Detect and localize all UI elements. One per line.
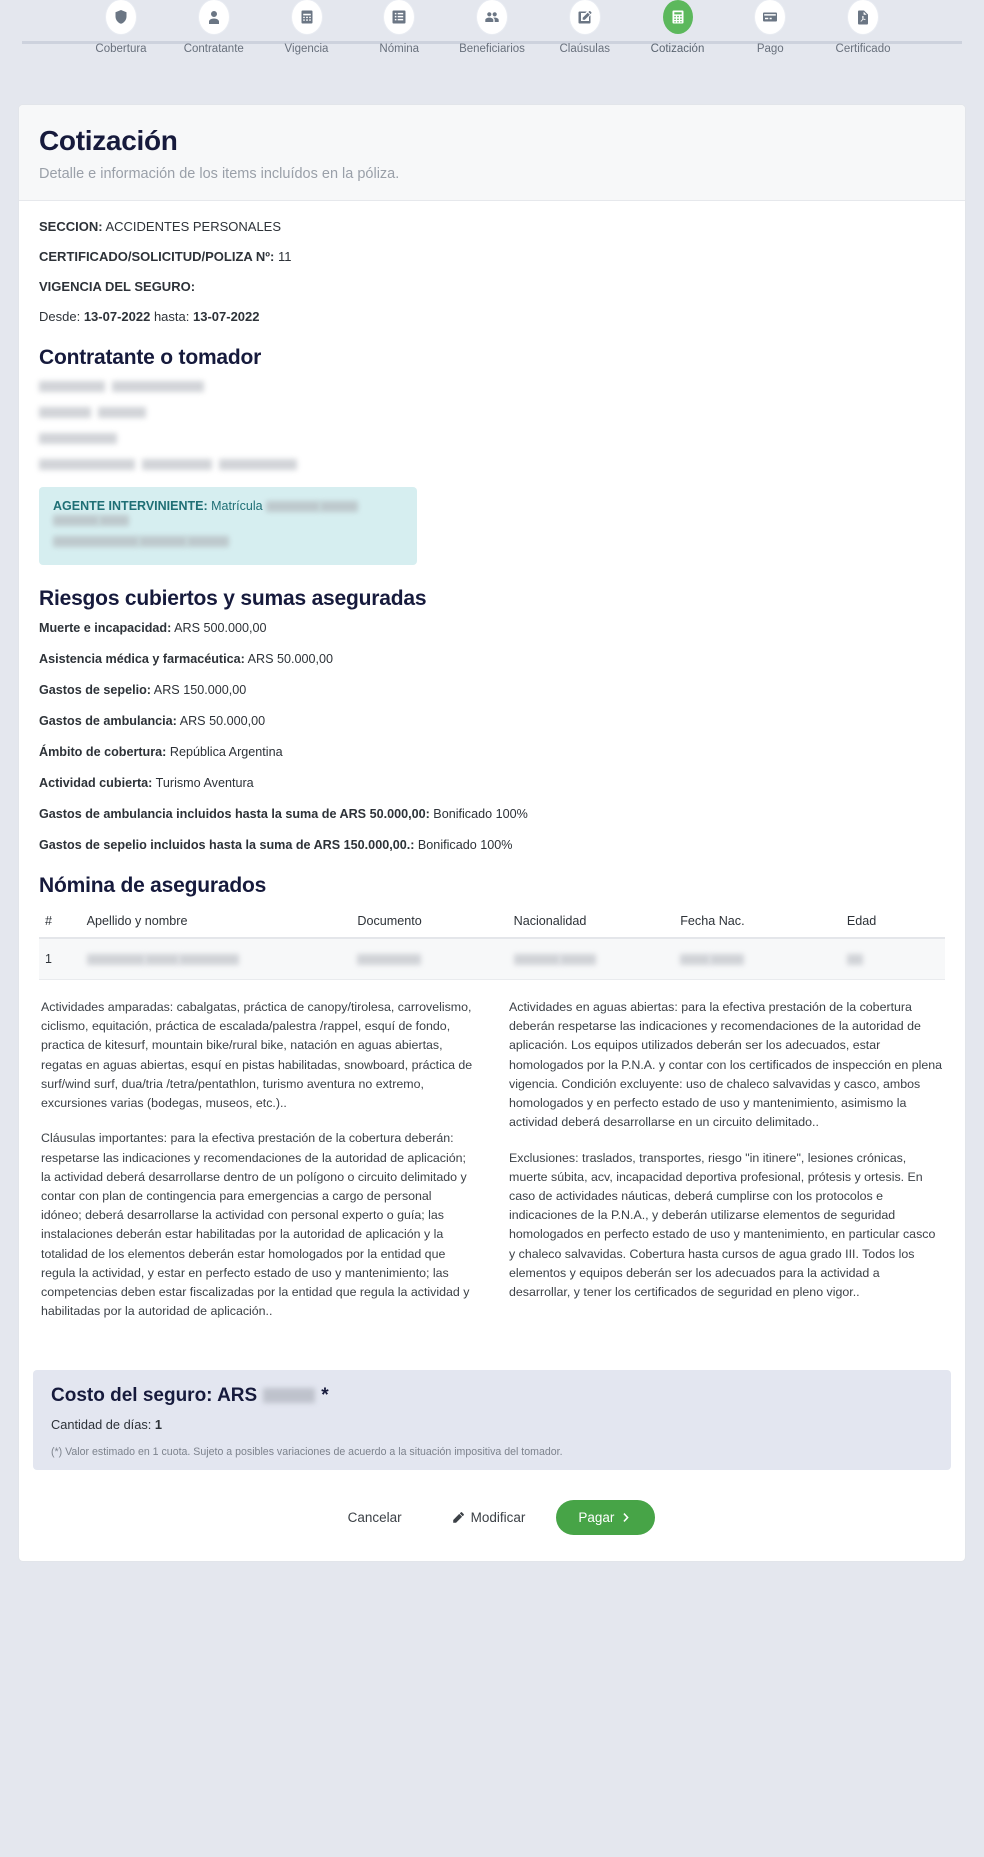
clause-paragraph: Actividades amparadas: cabalgatas, práctica de canopy/tirolesa, carrovelismo, ciclismo, equitación, práctica de escalada/palestra /rappel, esquí de fondo, practica de kitesurf, mountain bike/rural bike, natación en aguas abiertas, regatas en aguas abiertas, esquí en pistas habilitadas, snowboard, práctica de surf/wind surf, dua/tria /tetra/pentathlon, turismo aventura no extremo, excursiones varias (bodegas, museos, etc.)..	[41, 1000, 473, 1111]
vigencia-dates	[39, 309, 945, 324]
column-header: Apellido y nombre	[81, 908, 352, 938]
riesgo-value: ARS 50.000,00	[179, 714, 266, 728]
nomina-title: Nómina de asegurados	[39, 874, 267, 897]
stepper-bubble	[292, 0, 322, 34]
clause-paragraph: Exclusiones: traslados, transportes, riesgo "in itinere", lesiones crónicas, muerte súbita, acv, incapacidad deportiva profesional, prótesis y ortesis. En caso de actividades náuticas, deberá cumplirse con los protocolos e indicaciones de la P.N.A., y deberán utilizarse elementos de seguridad homologados en perfecto estado de uso y mantenimiento, en particular casco y chaleco salvavidas. Cobertura hasta cursos de agua grado III. Todos los elementos y equipos deberán ser los adecuados para la actividad a desarrollar, y tener los certificados de seguridad en pleno vigor..	[509, 1150, 936, 1300]
hasta-value: 13-07-2022	[193, 309, 260, 324]
contratante-title: Contratante o tomador	[39, 346, 262, 369]
clauses-right-column	[509, 998, 943, 1338]
column-header: Fecha Nac.	[674, 908, 841, 938]
riesgo-item	[39, 714, 945, 728]
chevron-right-icon	[620, 1511, 633, 1524]
redacted-text	[99, 515, 129, 526]
redacted-text	[357, 954, 421, 965]
stepper-bubble	[106, 0, 136, 34]
stepper-step-label: Claúsulas	[559, 43, 610, 55]
contratante-redacted-line	[39, 458, 945, 471]
nomina-table-body	[39, 938, 945, 980]
redacted-text	[112, 381, 204, 392]
redacted-text	[139, 536, 187, 547]
redacted-text	[187, 536, 229, 547]
riesgo-label: Asistencia médica y farmacéutica:	[39, 652, 245, 666]
redacted-text	[39, 459, 135, 470]
stepper-step-label: Beneficiarios	[459, 43, 525, 55]
agente-interviniente-box	[39, 487, 417, 565]
cost-title-suffix: *	[321, 1384, 329, 1406]
page-title: Cotización	[39, 125, 178, 156]
clauses-section	[41, 998, 943, 1338]
column-header: #	[39, 908, 81, 938]
stepper-bubble	[477, 0, 507, 34]
stepper-step-beneficiarios[interactable]	[449, 0, 535, 55]
stepper-step-label: Certificado	[835, 43, 891, 55]
seccion-line	[39, 219, 945, 234]
nomina-table-head	[39, 908, 945, 938]
shield-icon	[113, 9, 129, 25]
stepper-step-label: Vigencia	[284, 43, 329, 55]
contratante-redacted-line	[39, 380, 945, 393]
contratante-redacted-line	[39, 432, 945, 445]
modify-button-label: Modificar	[470, 1509, 526, 1525]
riesgos-list	[39, 621, 945, 852]
certificado-line	[39, 249, 945, 264]
stepper-bubble	[755, 0, 785, 34]
list-icon	[391, 9, 407, 25]
agente-line	[53, 499, 403, 527]
hasta-label: hasta:	[153, 309, 190, 324]
riesgo-item	[39, 807, 945, 821]
certificado-label: CERTIFICADO/SOLICITUD/POLIZA Nº:	[39, 249, 275, 264]
quotation-card	[18, 104, 966, 1562]
redacted-text	[53, 536, 139, 547]
redacted-text	[266, 501, 320, 512]
progress-stepper	[0, 0, 984, 100]
card-header	[19, 105, 965, 201]
people-icon	[484, 9, 500, 25]
agente-name-redacted	[53, 533, 403, 551]
credit-card-icon	[762, 9, 778, 25]
redacted-text	[847, 954, 863, 965]
cost-amount-redacted	[263, 1388, 315, 1403]
pdf-file-icon	[855, 9, 871, 25]
riesgo-item	[39, 776, 945, 790]
agente-matricula-label: Matrícula	[211, 499, 263, 513]
pay-button-label: Pagar	[578, 1509, 615, 1525]
riesgo-label: Gastos de ambulancia:	[39, 714, 177, 728]
calendar-icon	[299, 9, 315, 25]
stepper-bubble	[384, 0, 414, 34]
stepper-step-cotizacin[interactable]	[635, 0, 721, 55]
agente-label: AGENTE INTERVINIENTE:	[53, 499, 208, 513]
pay-button[interactable]	[556, 1500, 655, 1535]
desde-value: 13-07-2022	[83, 309, 151, 324]
riesgo-item	[39, 652, 945, 666]
seccion-value: ACCIDENTES PERSONALES	[105, 219, 282, 234]
stepper-bubble	[848, 0, 878, 34]
redacted-text	[320, 501, 358, 512]
riesgo-item	[39, 683, 945, 697]
pencil-icon	[452, 1511, 465, 1524]
page-subtitle: Detalle e información de los items incluídos en la póliza.	[39, 166, 400, 182]
redacted-text	[39, 407, 91, 418]
column-header: Documento	[351, 908, 507, 938]
contratante-redacted-details	[39, 380, 945, 471]
redacted-text	[145, 954, 179, 965]
row-edad	[841, 938, 945, 980]
modify-button[interactable]	[433, 1501, 545, 1534]
contratante-redacted-line	[39, 406, 945, 419]
redacted-text	[219, 459, 297, 470]
row-index: 1	[39, 938, 81, 980]
riesgo-label: Ámbito de cobertura:	[39, 745, 167, 759]
footer-actions	[19, 1470, 965, 1561]
person-icon	[206, 9, 222, 25]
cost-summary-box	[33, 1370, 951, 1470]
stepper-step-cobertura[interactable]	[78, 0, 164, 55]
table-row	[39, 938, 945, 980]
riesgo-value: ARS 150.000,00	[153, 683, 247, 697]
stepper-step-label: Nómina	[379, 43, 420, 55]
riesgo-label: Gastos de sepelio incluidos hasta la suma de ARS 150.000,00.:	[39, 838, 415, 852]
riesgo-label: Gastos de ambulancia incluidos hasta la suma de ARS 50.000,00:	[39, 807, 430, 821]
riesgo-value: Turismo Aventura	[155, 776, 254, 790]
redacted-text	[142, 459, 212, 470]
stepper-step-clasulas[interactable]	[542, 0, 628, 55]
redacted-text	[560, 954, 596, 965]
calculator-icon	[670, 9, 686, 25]
riesgo-value: Bonificado 100%	[417, 838, 513, 852]
riesgo-item	[39, 745, 945, 759]
certificado-value: 11	[278, 249, 292, 264]
riesgo-label: Muerte e incapacidad:	[39, 621, 172, 635]
stepper-bubble	[199, 0, 229, 34]
riesgo-value: República Argentina	[169, 745, 283, 759]
stepper-bubble	[663, 0, 693, 34]
redacted-text	[87, 954, 145, 965]
riesgos-title: Riesgos cubiertos y sumas aseguradas	[39, 587, 427, 610]
row-fecha-nac	[674, 938, 841, 980]
cost-days-label: Cantidad de días:	[51, 1416, 152, 1432]
redacted-text	[179, 954, 239, 965]
riesgo-label: Gastos de sepelio:	[39, 683, 151, 697]
stepper-step-certificado[interactable]	[820, 0, 906, 55]
cost-title-prefix: Costo del seguro: ARS	[51, 1384, 258, 1406]
cost-days-line	[51, 1417, 933, 1432]
riesgo-label: Actividad cubierta:	[39, 776, 153, 790]
column-header: Edad	[841, 908, 945, 938]
row-nacionalidad	[508, 938, 675, 980]
cancel-button[interactable]: Cancelar	[329, 1501, 421, 1534]
edit-icon	[577, 9, 593, 25]
redacted-text	[98, 407, 146, 418]
stepper-step-label: Contratante	[183, 43, 244, 55]
riesgo-item	[39, 838, 945, 852]
riesgo-value: ARS 50.000,00	[247, 652, 334, 666]
stepper-step-vigencia[interactable]	[264, 0, 350, 55]
seccion-label: SECCION:	[39, 219, 103, 234]
table-header-row	[39, 908, 945, 938]
redacted-text	[39, 433, 117, 444]
stepper-steps	[18, 0, 966, 55]
stepper-step-nmina[interactable]	[356, 0, 442, 55]
clauses-left-column	[41, 998, 475, 1338]
stepper-step-label: Pago	[756, 43, 784, 55]
nomina-table	[39, 908, 945, 980]
stepper-step-contratante[interactable]	[171, 0, 257, 55]
redacted-text	[53, 515, 99, 526]
stepper-bubble	[570, 0, 600, 34]
cost-title	[51, 1385, 933, 1407]
riesgo-value: ARS 500.000,00	[174, 621, 267, 635]
row-documento	[351, 938, 507, 980]
redacted-text	[39, 381, 105, 392]
vigencia-label: VIGENCIA DEL SEGURO:	[39, 279, 196, 294]
cost-footnote: (*) Valor estimado en 1 cuota. Sujeto a posibles variaciones de acuerdo a la situación impositiva del tomador.	[51, 1445, 563, 1458]
redacted-text	[514, 954, 560, 965]
column-header: Nacionalidad	[508, 908, 675, 938]
clause-paragraph: Cláusulas importantes: para la efectiva prestación de la cobertura deberán: respetarse las indicaciones y recomendaciones de la autoridad de aplicación; la actividad deberá desarrollarse dentro de un polígono o circuito delimitado y contar con plan de contingencia para emergencias a cargo de personal idóneo; deberá desarrollarse la actividad con personal experto o guía; las instalaciones deberán estar habilitadas por la autoridad de aplicación y la totalidad de los elementos deberán estar homologados por la entidad que regula la actividad, y estar en perfecto estado de uso y mantenimiento; las competencias deben estar fiscalizadas por la entidad que regula la actividad y habilitadas por la autoridad de aplicación..	[41, 1131, 470, 1319]
stepper-step-label: Cobertura	[95, 43, 147, 55]
riesgo-item	[39, 621, 945, 635]
card-body	[19, 201, 965, 1356]
riesgo-value: Bonificado 100%	[433, 807, 528, 821]
redacted-text	[680, 954, 710, 965]
stepper-step-label: Cotización	[650, 43, 705, 55]
desde-label: Desde:	[39, 309, 81, 324]
cost-days-value: 1	[154, 1416, 163, 1432]
redacted-text	[710, 954, 744, 965]
stepper-step-pago[interactable]	[727, 0, 813, 55]
row-apellido	[81, 938, 352, 980]
clause-paragraph: Actividades en aguas abiertas: para la efectiva prestación de la cobertura deberán respetarse las indicaciones y recomendaciones de la autoridad de aplicación. Los equipos utilizados deberán ser los adecuados, estar homologados por la P.N.A. y contar con los certificados de inspección en plena vigencia. Condición excluyente: uso de chaleco salvavidas y casco, ambos homologados y en perfecto estado de uso y mantenimiento, asimismo la actividad deberá desarrollarse en un circuito delimitado..	[509, 1000, 943, 1130]
